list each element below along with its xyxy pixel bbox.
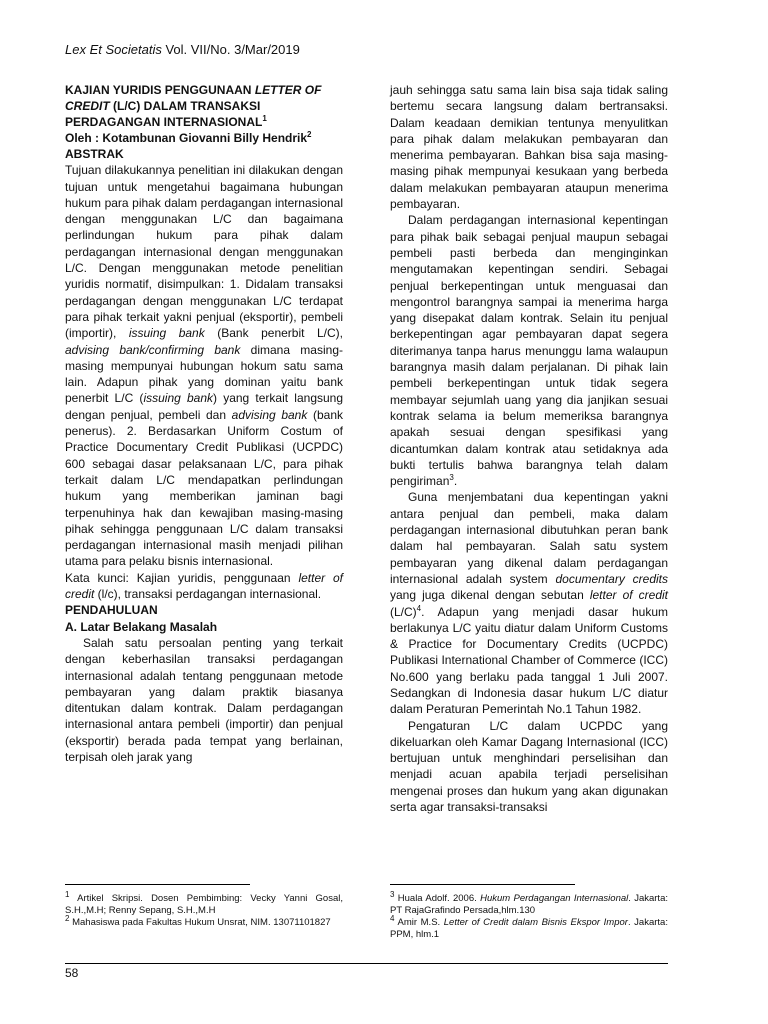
body-p3-c: (L/C)	[390, 604, 417, 619]
body-p3-em1: documentary credits	[555, 571, 668, 586]
footer-rule	[65, 963, 668, 964]
intro-paragraph: Salah satu persoalan penting yang terkait dengan keberhasilan transaksi perdagangan internasional adalah tentang penggunaan metode pembayaran yang dalam praktik biasanya ditentukan dalam kontrak. Dalam perdagangan internasional antara pembeli (importir) dan penjual (eksportir) berada pada tempat yang berlainan, terpisah oleh jarak yang	[65, 635, 343, 764]
footnote-1-num: 1	[65, 889, 70, 899]
abstract-heading: ABSTRAK	[65, 147, 124, 161]
abstract-em-1: issuing bank	[128, 326, 205, 341]
keywords-em: letter of credit	[65, 570, 343, 602]
body-paragraph-1: jauh sehingga satu sama lain bisa saja tidak saling bertemu secara langsung dalam bertransaksi. Dalam keadaan demikian tentunya menyulitkan para pihak dalam melakukan pembayaran dan menerima pembayaran. Bahkan bisa saja masing-masing pihak mempunyai kesukaan yang berbeda dalam melakukan pembayaran ataupun menerima pembayaran.	[390, 83, 668, 212]
footnote-rule	[65, 884, 250, 885]
footnote-3-num: 3	[390, 889, 395, 899]
title-line2: (L/C) DALAM TRANSAKSI	[109, 99, 261, 113]
body-p2-end: .	[453, 474, 458, 489]
footnote-3	[390, 889, 668, 917]
title-line1: KAJIAN YURIDIS PENGGUNAAN	[65, 83, 255, 97]
footnote-ref-4: 4	[416, 603, 422, 613]
footnote-3-b: . Jakarta: PT RajaGrafindo Persada,hlm.130	[390, 893, 668, 916]
footnote-1	[65, 889, 343, 917]
abstract-text-c: dimana masing-masing mempunyai hubungan hokum satu sama lain. Adapun pihak yang dominan yaitu bank penerbit L/C (	[65, 342, 343, 406]
paper-title	[65, 82, 343, 146]
body-p3-em2: letter of credit	[589, 588, 668, 603]
keywords	[65, 570, 343, 603]
footnote-3-a: Huala Adolf. 2006.	[394, 893, 481, 904]
journal-name: Lex Et Societatis	[65, 42, 162, 57]
abstract-em-4: advising bank	[231, 407, 308, 422]
title-line3: PERDAGANGAN INTERNASIONAL	[65, 115, 263, 129]
footnote-4-em: Letter of Credit dalam Bisnis Ekspor Impor	[443, 917, 628, 928]
footnote-4-b: . Jakarta: PPM, hlm.1	[390, 917, 668, 940]
abstract-text-a: Tujuan dilakukannya penelitian ini dilakukan dengan tujuan untuk mengetahui bagaimana hubungan hukum para pihak dalam perdagangan internasional dengan menggunakan L/C dan bagaimana perlindungan hukum para pihak dalam perdagangan internasional dengan menggunakan L/C. Dengan menggunakan metode penelitian yuridis normatif, disimpulkan: 1. Didalam transaksi perdagangan dengan menggunakan L/C terdapat para pihak terkait yakni penjual (eksportir), pembeli (importir),	[65, 163, 343, 341]
subsection-heading: A. Latar Belakang Masalah	[65, 619, 218, 634]
author-line: Oleh : Kotambunan Giovanni Billy Hendrik	[65, 131, 308, 145]
body-paragraph-2	[390, 212, 668, 489]
footnote-1-text: Artikel Skripsi. Dosen Pembimbing: Vecky Yanni Gosal, S.H.,M.H; Renny Sepang, S.H.,M.H	[65, 893, 343, 916]
body-p3-d: . Adapun yang menjadi dasar hukum berlakunya L/C yaitu diatur dalam Uniform Customs & Practice for Documentary Credits (UCPDC) Publikasi International Chamber of Commerce (ICC) No.600 yang berlaku pada tanggal 1 Juli 2007. Sedangkan di Indonesia dasar hukum L/C diatur dalam Peraturan Pemerintah No.1 Tahun 1982.	[390, 604, 668, 717]
title-line1-em: LETTER OF	[254, 83, 322, 97]
footnote-2	[65, 913, 343, 929]
title-line2-em: CREDIT	[65, 99, 110, 113]
body-paragraph-4: Pengaturan L/C dalam UCPDC yang dikeluarkan oleh Kamar Dagang Internasional (ICC) bertujuan untuk menghindari perselisihan dan menjadi acuan apabila terjadi perselisihan mengenai proses dan hukum yang akan digunakan serta agar transaksi-transaksi	[390, 718, 668, 815]
section-heading: PENDAHULUAN	[65, 603, 158, 618]
abstract-paragraph	[65, 162, 343, 569]
left-column	[65, 82, 343, 765]
abstract-em-3: issuing bank	[143, 391, 214, 406]
page-number: 58	[65, 966, 79, 980]
journal-header	[65, 42, 300, 57]
keywords-post: (l/c), transaksi perdagangan internasional.	[94, 587, 322, 602]
footnote-4-num: 4	[390, 913, 395, 923]
footnote-ref-3: 3	[449, 473, 454, 483]
right-column	[390, 82, 668, 815]
footnotes-left	[65, 884, 343, 929]
abstract-text-d: ) yang terkait langsung dengan penjual, pembeli dan	[65, 391, 344, 422]
abstract-em-2: advising bank/confirming bank	[65, 342, 241, 357]
keywords-pre: Kata kunci: Kajian yuridis, penggunaan	[65, 570, 299, 585]
body-p3-b: yang juga dikenal dengan sebutan	[390, 588, 590, 603]
journal-volume: Vol. VII/No. 3/Mar/2019	[161, 42, 300, 57]
body-p3-a: Guna menjembatani dua kepentingan yakni antara penjual dan pembeli, maka dalam perdagangan internasional dibutuhkan peran bank dalam hal pembayaran. Salah satu system pembayaran yang dikenal dalam perdagangan internasional adalah system	[390, 490, 668, 586]
footnote-2-num: 2	[65, 913, 70, 923]
footnote-3-em: Hukum Perdagangan Internasional	[480, 893, 629, 904]
abstract-text-b: (Bank penerbit L/C),	[204, 326, 343, 341]
footnote-2-text: Mahasiswa pada Fakultas Hukum Unsrat, NIM. 13071101827	[69, 917, 331, 928]
footnote-4-a: Amir M.S.	[394, 917, 444, 928]
title-footnote-ref: 1	[262, 114, 267, 123]
author-footnote-ref: 2	[307, 130, 312, 139]
footnote-4	[390, 913, 668, 941]
body-p2-text: Dalam perdagangan internasional kepentingan para pihak baik sebagai penjual maupun sebagai pembeli pasti berbeda dan menginginkan mengutamakan kepentingan sendiri. Sebagai penjual berkepentingan untuk menguasai dan mengontrol barangnya sampai ia menerima harga yang disepakat dalam kontrak. Selain itu penjual berkepentingan agar pembayaran dapat segera diterimanya tanpa harus menunggu lama walaupun barangnya masih dalam perjalanan. Di pihak lain pembeli berkepentingan untuk tidak segera membayar sejumlah uang yang dia janjikan sesuai kontrak selama ia belum memeriksa barangnya apakah sesuai dengan spesifikasi yang dicantumkan dalam kontrak atau setidaknya ada bukti tertulis bahwa barangnya telah dalam pengiriman	[390, 213, 668, 489]
footnote-rule	[390, 884, 575, 885]
abstract-text-e: (bank penerus). 2. Berdasarkan Uniform Costum of Practice Documentary Credit Publikasi (UCPDC) 600 sebagai dasar pelaksanaan L/C, para pihak terkait dalam L/C mendapatkan perlindungan hukum yang memberikan jaminan bagi terpenuhinya hak dan kewajiban masing-masing pihak sehingga penggunaan L/C dalam transaksi perdagangan internasional masih menjadi pilihan utama para pelaku bisnis internasional.	[65, 407, 343, 569]
footnotes-right	[390, 884, 668, 941]
body-paragraph-3	[390, 489, 668, 717]
